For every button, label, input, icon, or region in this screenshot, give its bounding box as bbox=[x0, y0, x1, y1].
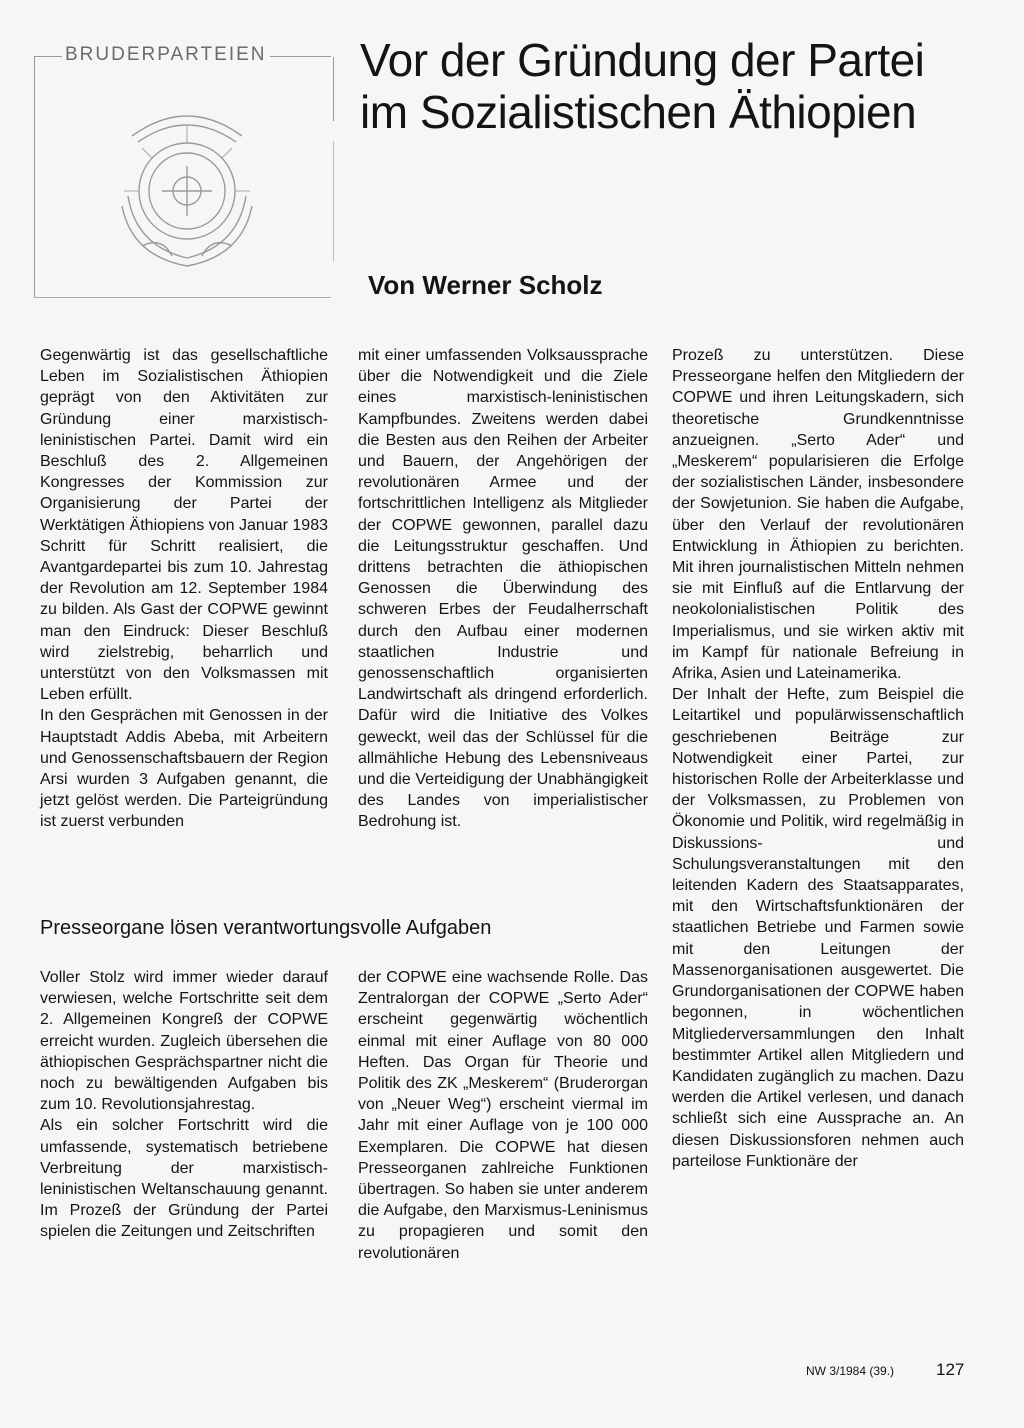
headline bbox=[360, 34, 980, 138]
headline-line-1: Vor der Gründung der Partei bbox=[360, 34, 925, 86]
page-number: 127 bbox=[936, 1360, 965, 1379]
paragraph: Als ein solcher Fortschritt wird die umfassende, systematisch betriebene Verbreitung der marxistisch-leninistischen Weltanschauung genannt. Im Prozeß der Gründung der Partei spielen die Zeitungen und Zeitschriften bbox=[40, 1117, 328, 1241]
article-column-5 bbox=[358, 967, 648, 1264]
section-subheading: Presseorgane lösen verantwortungsvolle Aufgaben bbox=[40, 917, 492, 939]
paragraph: Der Inhalt der Hefte, zum Beispiel die Leitartikel und populärwissenschaftlich geschriebenen Beiträge zur Notwendigkeit einer Partei, zur historischen Rolle der Arbeiterklasse und der Volksmassen, zu Problemen von Ökonomie und Politik, wird regelmäßig in Diskussions- und Schulungsveranstaltungen mit den leitenden Kadern des Staatsapparates, mit den Wirtschaftsfunktionären der staatlichen Betriebe und Farmen sowie mit den Leitungen der Massenorganisationen ausgewertet. Die Grundorganisationen der COPWE haben begonnen, in wöchentlichen Mitgliederversammlungen den Inhalt bestimmter Artikel allen Mitgliedern und Kandidaten zugänglich zu machen. Dazu werden die Artikel verlesen, und danach schließt sich eine Aussprache an. An diesen Diskussionsforen nehmen auch parteilose Funktionäre der bbox=[672, 686, 964, 1170]
section-label: BRUDERPARTEIEN bbox=[62, 44, 270, 66]
headline-line-2: im Sozialistischen Äthiopien bbox=[360, 86, 917, 138]
article-column-4 bbox=[40, 967, 328, 1243]
article-column-3 bbox=[672, 345, 964, 1172]
frame-edge bbox=[333, 57, 334, 121]
paragraph: der COPWE eine wachsende Rolle. Das Zentralorgan der COPWE „Serto Ader“ erscheint gegenwärtig wöchentlich einmal mit einer Auflage von 80 000 Heften. Das Organ für Theorie und Politik des ZK „Meskerem“ (Bruderorgan von „Neuer Weg“) erscheint viermal im Jahr mit einer Auflage von je 100 000 Exemplaren. Die COPWE hat diesen Presseorganen zahlreiche Funktionen übertragen. So haben sie unter anderem die Aufgabe, den Marxismus-Leninismus zu propagieren und somit den revolutionären bbox=[358, 969, 648, 1262]
paragraph: mit einer umfassenden Volksaussprache über die Notwendigkeit und die Ziele eines marxistisch-leninistischen Kampfbundes. Zweitens werden dabei die Besten aus den Reihen der Arbeiter und Bauern, der Angehörigen der revolutionären Armee und der fortschrittlichen Intelligenz als Mitglieder der COPWE gewonnen, parallel dazu die Leitungsstruktur geschaffen. Und drittens betrachten die äthiopischen Genossen die Überwindung des schweren Erbes der Feudalherrschaft durch den Aufbau einer modernen staatlichen Industrie und genossenschaftlich organisierten Landwirtschaft als dringend erforderlich. Dafür wird die Initiative des Volkes geweckt, weil das der Schlüssel für die allmähliche Hebung des Lebensniveaus und die Verteidigung der Unabhängigkeit des Landes von imperialistischer Bedrohung ist. bbox=[358, 347, 648, 831]
paragraph: Gegenwärtig ist das gesellschaftliche Leben im Sozialistischen Äthiopien geprägt von den Aktivitäten zur Gründung einer marxistisch-leninistischen Partei. Damit wird ein Beschluß des 2. Allgemeinen Kongresses der Kommission zur Organisierung der Partei der Werktätigen Äthiopiens von Januar 1983 Schritt für Schritt realisiert, die Avantgardepartei bis zum 10. Jahrestag der Revolution am 12. September 1984 zu bilden. Als Gast der COPWE gewinnt man den Eindruck: Dieser Beschluß wird zielstrebig, beharrlich und unterstützt von den Volksmassen mit Leben erfüllt. bbox=[40, 347, 328, 704]
paragraph: Voller Stolz wird immer wieder darauf verwiesen, welche Fortschritte seit dem 2. Allgemeinen Kongreß der COPWE erreicht wurden. Zugleich übersehen die äthiopischen Gesprächspartner nicht die noch zu bewältigenden Aufgaben bis zum 10. Revolutionsjahrestag. bbox=[40, 969, 328, 1114]
byline: Von Werner Scholz bbox=[368, 270, 603, 300]
issue-reference: NW 3/1984 (39.) bbox=[806, 1364, 895, 1378]
frame-edge bbox=[333, 141, 334, 261]
article-column-2 bbox=[358, 345, 648, 833]
article-column-1 bbox=[40, 345, 328, 833]
paragraph: In den Gesprächen mit Genossen in der Hauptstadt Addis Abeba, mit Arbeitern und Genossenschaftsbauern der Region Arsi wurden 3 Aufgaben genannt, die jetzt gelöst werden. Die Parteigründung ist zuerst verbunden bbox=[40, 707, 328, 831]
paragraph: Prozeß zu unterstützen. Diese Presseorgane helfen den Mitgliedern der COPWE und ihren Leitungskadern, sich theoretische Grundkenntnisse anzueignen. „Serto Ader“ und „Meskerem“ popularisieren die Erfolge der sozialistischen Länder, insbesondere der Sowjetunion. Sie haben die Aufgabe, über den Verlauf der revolutionären Entwicklung in Äthiopien zu berichten. Mit ihren journalistischen Mitteln nehmen sie mit Einfluß auf die Entlarvung der neokolonialistischen Politik des Imperialismus, und sie wirken aktiv mit im Kampf für nationale Befreiung in Afrika, Asien und Lateinamerika. bbox=[672, 347, 964, 683]
party-emblem-icon bbox=[102, 96, 272, 276]
